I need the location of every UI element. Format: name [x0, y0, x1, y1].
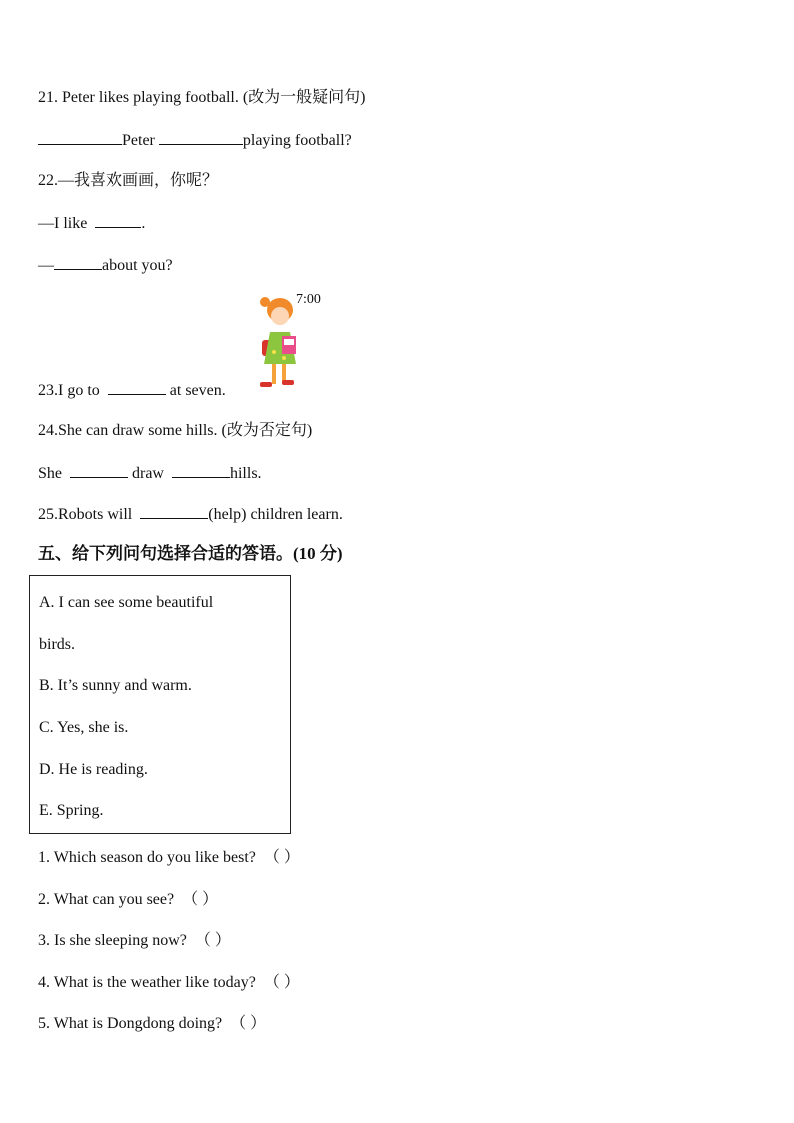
question-text: 3. Is she sleeping now?: [38, 932, 187, 949]
question-2: [38, 890, 218, 910]
answer-blank[interactable]: [172, 463, 230, 478]
section-heading: 五、给下列问句选择合适的答语。(10 分): [38, 544, 343, 563]
question-1: [38, 848, 300, 868]
answer-parentheses[interactable]: （ ）: [230, 1015, 267, 1032]
q23-text-end: at seven.: [169, 382, 226, 399]
question-text: 2. What can you see?: [38, 891, 175, 908]
girl-with-book-illustration: [250, 292, 310, 392]
q21-line2: [38, 130, 352, 151]
q23-text: 23.I go to: [38, 382, 100, 399]
q22-line3: [38, 255, 173, 276]
answer-parentheses[interactable]: （ ）: [263, 849, 300, 866]
q24-text-mid: draw: [132, 465, 164, 482]
answer-parentheses[interactable]: （ ）: [263, 974, 300, 991]
answer-parentheses[interactable]: （ ）: [182, 891, 219, 908]
question-text: 5. What is Dongdong doing?: [38, 1015, 223, 1032]
option-b: B. It’s sunny and warm.: [39, 677, 192, 694]
q21-line1: 21. Peter likes playing football. (改为一般疑问句): [38, 89, 366, 106]
answer-parentheses[interactable]: （ ）: [194, 932, 231, 949]
question-3: [38, 931, 231, 951]
answer-blank[interactable]: [159, 130, 243, 145]
option-d: D. He is reading.: [39, 761, 148, 778]
question-text: 4. What is the weather like today?: [38, 974, 256, 991]
q25-line: [38, 504, 343, 525]
options-box: [29, 575, 291, 834]
option-e: E. Spring.: [39, 802, 104, 819]
q21-text-end: playing football?: [242, 132, 352, 149]
q22-line2: [38, 213, 145, 234]
answer-blank[interactable]: [95, 213, 141, 228]
q25-text-end: (help) children learn.: [208, 506, 343, 523]
q22-period: .: [141, 215, 146, 232]
option-a-cont: birds.: [39, 636, 75, 653]
answer-blank[interactable]: [70, 463, 128, 478]
answer-blank[interactable]: [108, 380, 166, 395]
q24-line2: [38, 463, 262, 484]
q22-dash: —: [38, 257, 54, 274]
q25-text: 25.Robots will: [38, 506, 133, 523]
question-5: [38, 1014, 266, 1034]
question-text: 1. Which season do you like best?: [38, 849, 256, 866]
answer-blank[interactable]: [38, 130, 122, 145]
q22-prompt: 22.—我喜欢画画，你呢？: [38, 172, 219, 189]
q23-line: [38, 380, 226, 401]
q24-line1: 24.She can draw some hills. (改为否定句): [38, 422, 313, 439]
option-a: A. I can see some beautiful: [39, 594, 214, 611]
q24-text-end: hills.: [229, 465, 262, 482]
question-4: [38, 973, 300, 993]
q24-text: She: [38, 465, 62, 482]
q21-text: Peter: [122, 132, 155, 149]
q22-text-end: about you?: [102, 257, 173, 274]
q22-text: —I like: [38, 215, 88, 232]
clock-time-label: 7:00: [296, 292, 321, 307]
answer-blank[interactable]: [54, 255, 102, 270]
answer-blank[interactable]: [140, 504, 208, 519]
option-c: C. Yes, she is.: [39, 719, 129, 736]
